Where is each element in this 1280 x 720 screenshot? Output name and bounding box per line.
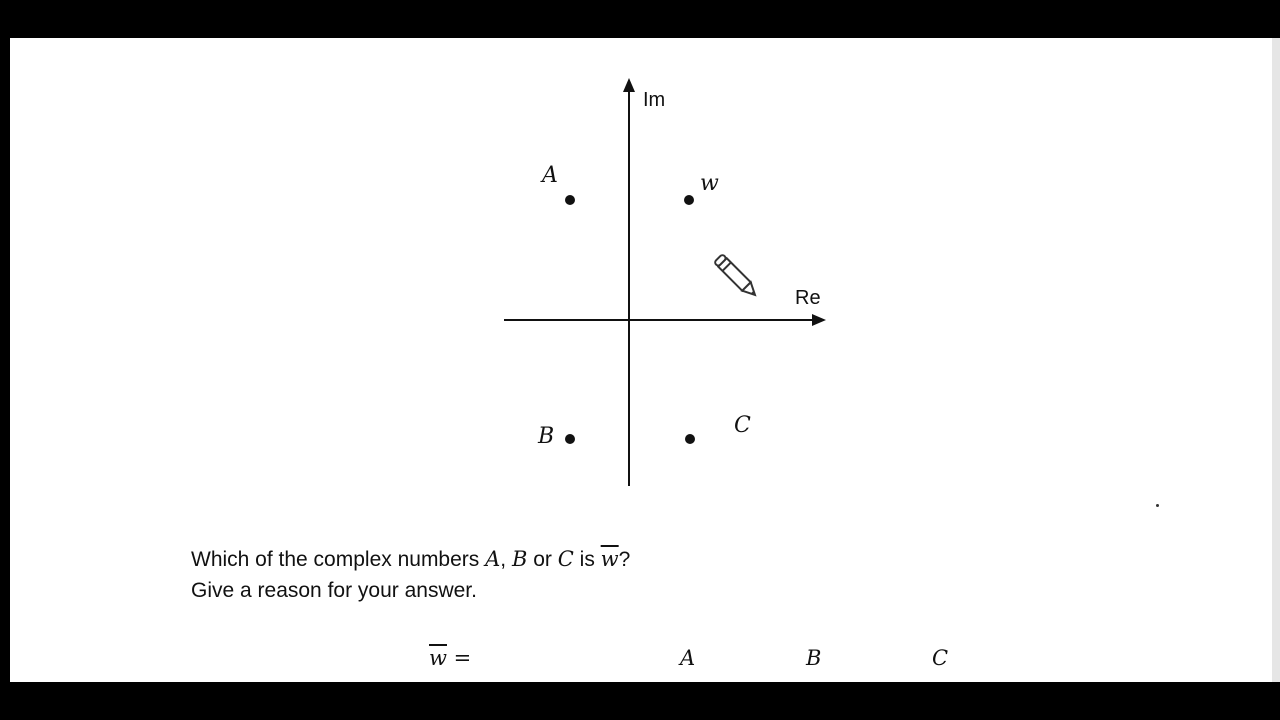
answer-lhs xyxy=(429,646,471,670)
point-a-label: A xyxy=(542,163,558,188)
point-a-dot xyxy=(565,195,575,205)
pencil-icon[interactable] xyxy=(714,254,759,299)
point-w-dot xyxy=(684,195,694,205)
question-var-b: B xyxy=(511,547,528,571)
question-line-2: Give a reason for your answer. xyxy=(191,579,477,602)
question-var-c: C xyxy=(557,547,574,571)
question-sep-3: is xyxy=(573,548,601,571)
question-line-1 xyxy=(191,544,630,575)
point-c-dot xyxy=(685,434,695,444)
right-scrollbar-track[interactable] xyxy=(1272,38,1280,682)
answer-option-b[interactable]: B xyxy=(806,646,822,670)
axis-label-re: Re xyxy=(795,287,821,309)
point-c-label: C xyxy=(734,413,751,438)
point-w-label: w xyxy=(700,171,719,196)
stray-mark xyxy=(1156,504,1159,507)
question-prefix: Which of the complex numbers xyxy=(191,548,486,571)
question-var-wbar: $\overline{w}$ xyxy=(600,547,619,571)
question-sep-1: , xyxy=(500,548,512,571)
point-b-dot xyxy=(565,434,575,444)
real-axis-arrow xyxy=(812,314,826,326)
question-sep-2: or xyxy=(527,548,558,571)
question-suffix: ? xyxy=(618,548,631,571)
worksheet-page xyxy=(10,38,1272,682)
imaginary-axis-arrow xyxy=(623,78,635,92)
axis-label-im: Im xyxy=(643,89,666,111)
question-text xyxy=(191,544,630,606)
question-var-a: A xyxy=(485,547,501,571)
answer-lhs-var: $\overline{w}$ xyxy=(429,646,447,670)
answer-option-a[interactable]: A xyxy=(680,646,696,670)
point-b-label: B xyxy=(538,424,555,449)
answer-lhs-eq: = xyxy=(446,646,472,670)
answer-option-c[interactable]: C xyxy=(932,646,949,670)
